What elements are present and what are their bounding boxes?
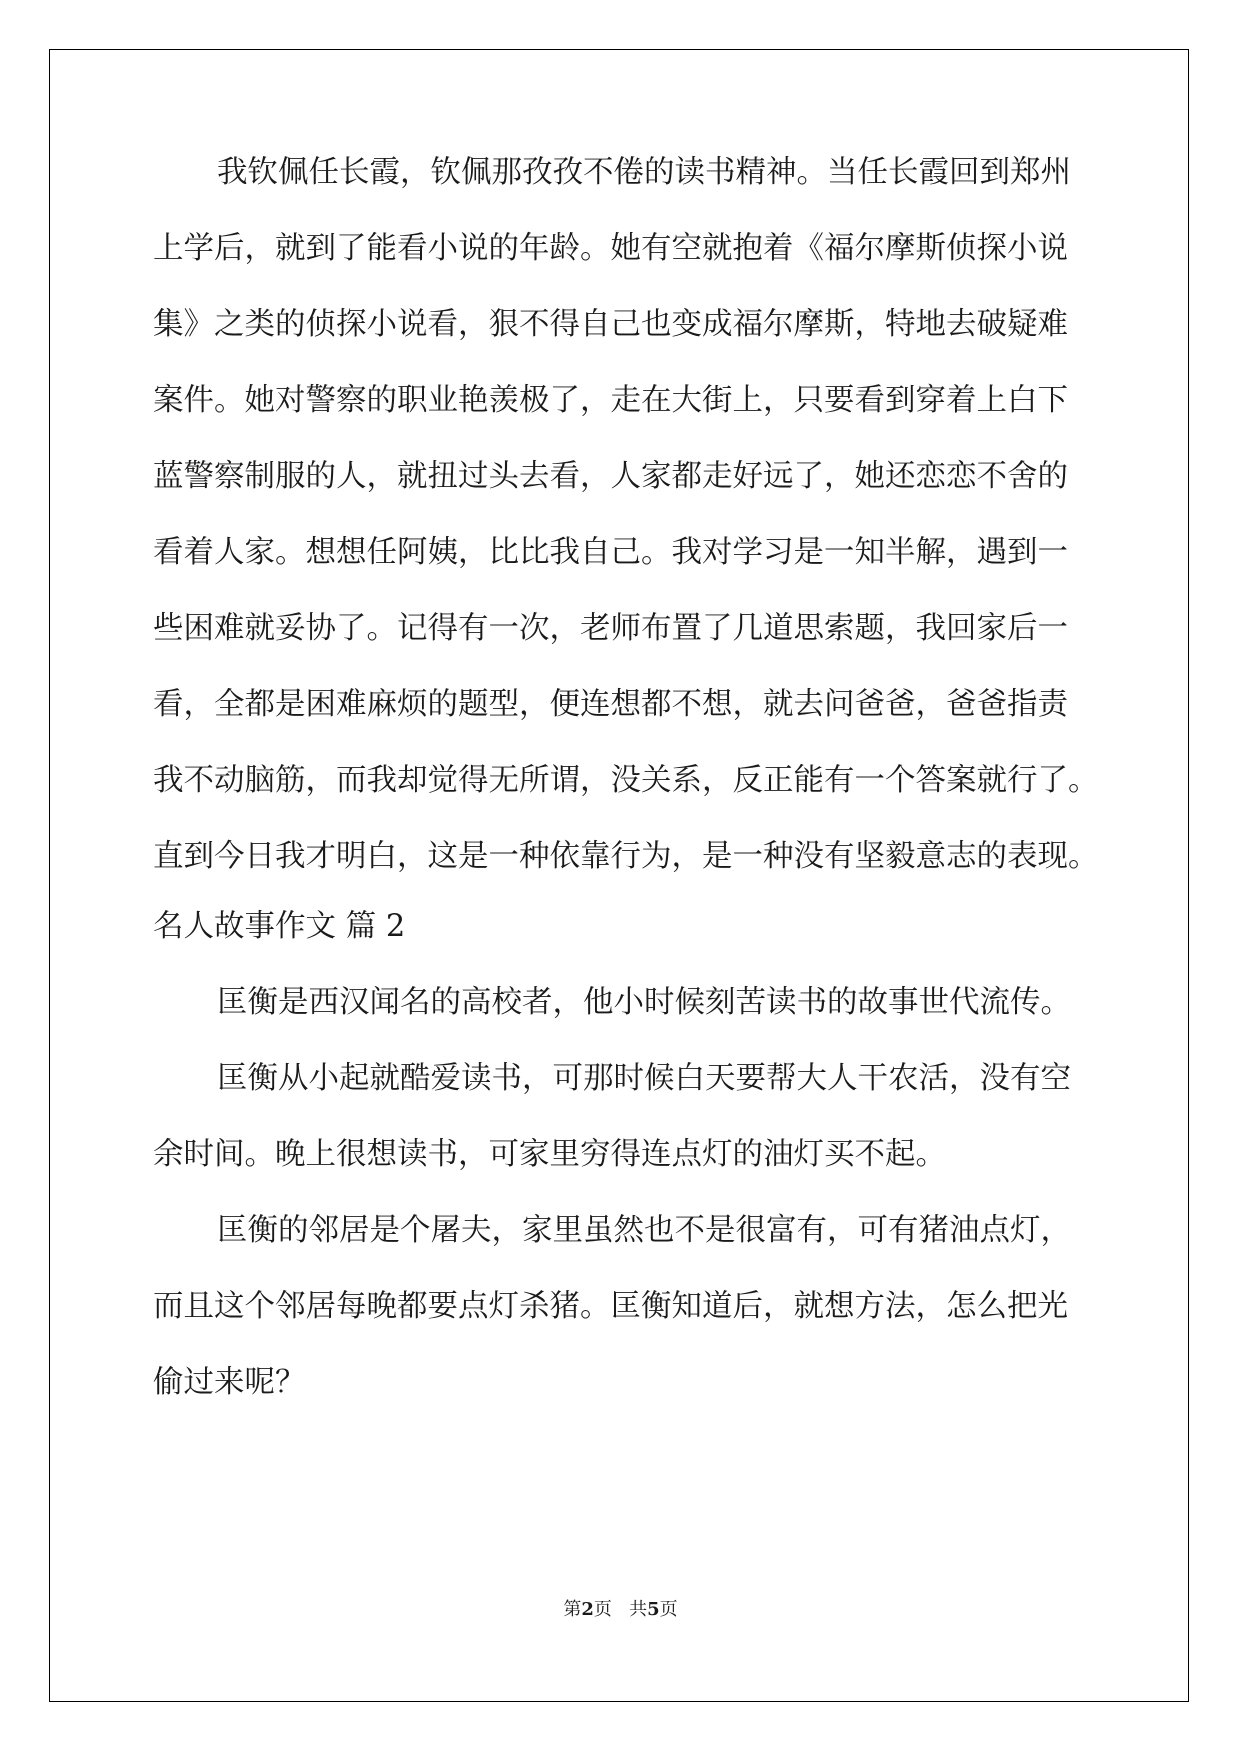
body-line-9: 我不动脑筋，而我却觉得无所谓，没关系，反正能有一个答案就行了。 (153, 763, 1099, 798)
body-line-2: 上学后，就到了能看小说的年龄。她有空就抱着《福尔摩斯侦探小说 (153, 231, 1068, 266)
body-line-13: 匡衡从小起就酷爱读书，可那时候白天要帮大人干农活，没有空 (217, 1061, 1071, 1096)
body-line-12: 匡衡是西汉闻名的高校者，他小时候刻苦读书的故事世代流传。 (217, 985, 1071, 1020)
body-line-3: 集》之类的侦探小说看，狠不得自己也变成福尔摩斯，特地去破疑难 (153, 307, 1068, 342)
footer-prefix: 第 (563, 1599, 582, 1620)
footer-page-number: 2 (581, 1599, 594, 1620)
body-line-15: 匡衡的邻居是个屠夫，家里虽然也不是很富有，可有猪油点灯， (217, 1213, 1071, 1248)
body-line-6: 看着人家。想想任阿姨，比比我自己。我对学习是一知半解，遇到一 (153, 535, 1068, 570)
body-line-7: 些困难就妥协了。记得有一次，老师布置了几道思索题，我回家后一 (153, 611, 1068, 646)
footer-total-pages: 5 (647, 1599, 660, 1620)
body-line-5: 蓝警察制服的人，就扭过头去看，人家都走好远了，她还恋恋不舍的 (153, 459, 1068, 494)
footer-mid: 页 共 (593, 1599, 648, 1620)
body-line-1: 我钦佩任长霞，钦佩那孜孜不倦的读书精神。当任长霞回到郑州 (217, 155, 1071, 190)
body-line-14: 余时间。晚上很想读书，可家里穷得连点灯的油灯买不起。 (153, 1137, 946, 1172)
footer-suffix: 页 (659, 1599, 678, 1620)
body-line-10: 直到今日我才明白，这是一种依靠行为，是一种没有坚毅意志的表现。 (153, 839, 1099, 874)
section-heading: 名人故事作文 篇 2 (153, 909, 406, 944)
body-line-16: 而且这个邻居每晚都要点灯杀猪。匡衡知道后，就想方法，怎么把光 (153, 1289, 1068, 1324)
body-line-17: 偷过来呢？ (153, 1365, 306, 1400)
body-line-8: 看，全都是困难麻烦的题型，便连想都不想，就去问爸爸，爸爸指责 (153, 687, 1068, 722)
body-line-4: 案件。她对警察的职业艳羡极了，走在大街上，只要看到穿着上白下 (153, 383, 1068, 418)
page-footer (0, 1598, 1241, 1622)
